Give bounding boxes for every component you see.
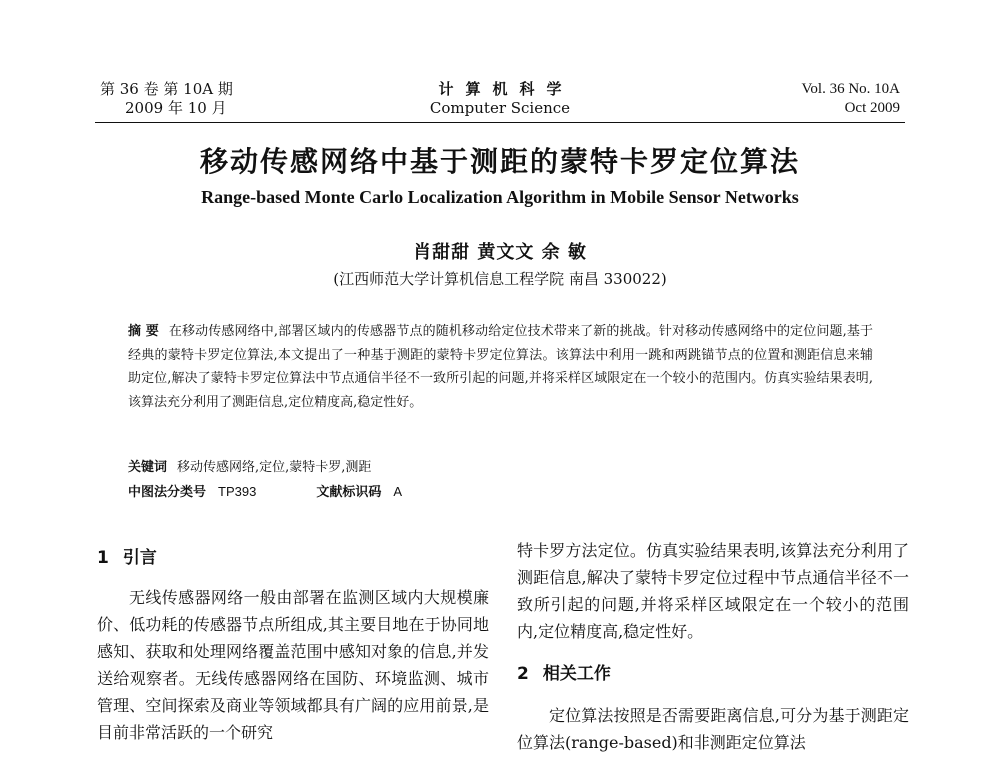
header-left xyxy=(100,80,233,118)
journal-name xyxy=(400,80,600,118)
doc-code-label: 文献标识码 xyxy=(316,485,382,500)
abstract-text: 在移动传感网络中,部署区域内的传感器节点的随机移动给定位技术带来了新的挑战。针对移动传感网络中的定位问题,基于经典的蒙特卡罗定位算法,本文提出了一种基于测距的蒙特卡罗定位算法。该算法中利用一跳和两跳锚节点的位置和测距信息来辅助定位,解决了蒙特卡罗定位算法中节点通信半径不一致所引起的问题,并将采样区域限定在一个较小的范围内。仿真实验结果表明,该算法充分利用了测距信息,定位精度高,稳定性好。 xyxy=(128,324,873,410)
header-rule xyxy=(95,122,905,123)
classification xyxy=(128,480,873,505)
section2-title: 相关工作 xyxy=(542,664,611,684)
abstract-label: 摘 要 xyxy=(128,324,159,339)
right-column xyxy=(517,537,909,756)
abstract xyxy=(128,320,873,414)
section2-number: 2 xyxy=(517,664,529,684)
date-en: Oct 2009 xyxy=(844,100,900,116)
paper-title-zh: 移动传感网络中基于测距的蒙特卡罗定位算法 xyxy=(199,145,800,178)
journal-name-en: Computer Science xyxy=(429,99,571,117)
date-zh: 2009 年 10 月 xyxy=(125,99,227,117)
keywords-label: 关键词 xyxy=(128,460,168,475)
section1-title: 引言 xyxy=(122,548,157,568)
keywords xyxy=(128,456,873,480)
section1-number: 1 xyxy=(97,548,109,568)
section2-paragraph: 定位算法按照是否需要距离信息,可分为基于测距定位算法(range-based)和非测距定位算法 xyxy=(517,706,909,752)
section1-heading xyxy=(97,545,489,572)
paper-title-en: Range-based Monte Carlo Localization Algorithm in Mobile Sensor Networks xyxy=(201,187,799,207)
clc-value: TP393 xyxy=(218,484,257,499)
section1-paragraph: 无线传感器网络一般由部署在监测区域内大规模廉价、低功耗的传感器节点所组成,其主要目地在于协同地感知、获取和处理网络覆盖范围中感知对象的信息,并发送给观察者。无线传感器网络在国防、环境监测、城市管理、空间探索及商业等领域都具有广阔的应用前景,是目前非常活跃的一个研究 xyxy=(97,588,489,742)
authors: 肖甜甜 黄文文 余 敏 xyxy=(413,242,587,263)
affiliation: (江西师范大学计算机信息工程学院 南昌 330022) xyxy=(333,270,667,288)
keywords-text: 移动传感网络,定位,蒙特卡罗,测距 xyxy=(177,460,372,475)
volume-issue-en: Vol. 36 No. 10A xyxy=(801,81,900,97)
left-column xyxy=(97,545,489,746)
doc-code-value: A xyxy=(393,484,403,499)
continued-paragraph: 特卡罗方法定位。仿真实验结果表明,该算法充分利用了测距信息,解决了蒙特卡罗定位过程中节点通信半径不一致所引起的问题,并将采样区域限定在一个较小的范围内,定位精度高,稳定性好。 xyxy=(517,541,909,641)
volume-issue-zh: 第 36 卷 第 10A 期 xyxy=(100,80,233,98)
clc-label: 中图法分类号 xyxy=(128,485,207,500)
section2-heading xyxy=(517,661,909,688)
header-right xyxy=(802,80,900,118)
journal-name-zh: 计算机科学 xyxy=(438,80,574,98)
